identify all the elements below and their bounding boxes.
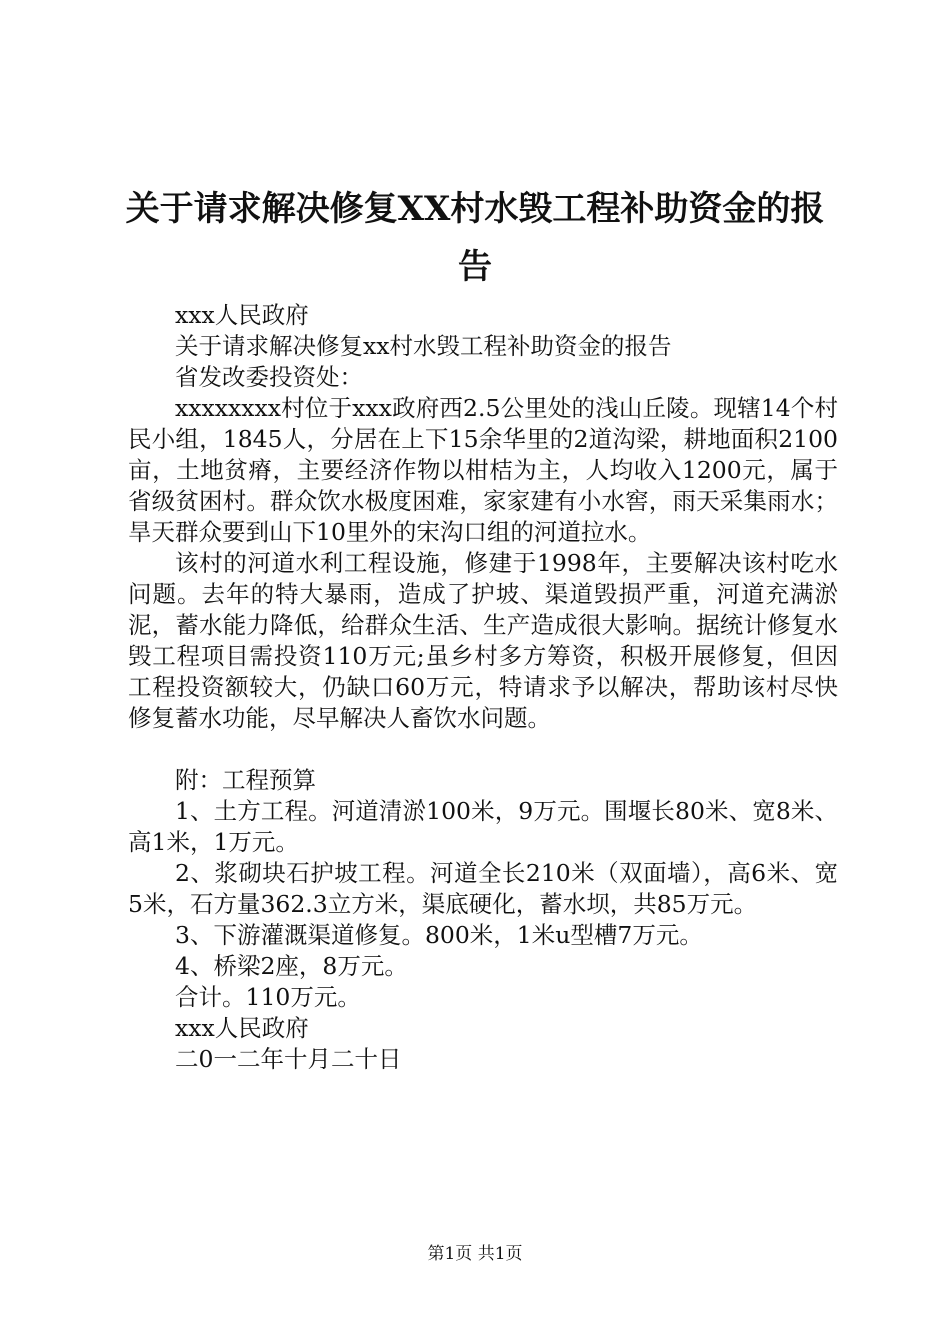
page-footer: 第1页 共1页 — [427, 1244, 523, 1264]
signature-date: 二0一二年十月二十日 — [175, 1045, 402, 1073]
document-title: 关于请求解决修复XX村水毁工程补助资金的报告 — [125, 189, 825, 287]
recipient-line: 省发改委投资处： — [175, 363, 363, 391]
document-body — [128, 300, 838, 1075]
body-paragraph: 该村的河道水利工程设施，修建于1998年，主要解决该村吃水问题。去年的特大暴雨，造成了护坡、渠道毁损严重，河道充满淤泥，蓄水能力降低，给群众生活、生产造成很大影响。据统计修复水毁工程项目需投资110万元;虽乡村多方筹资，积极开展修复，但因工程投资额较大，仍缺口60万元，特请求予以解决，帮助该村尽快修复蓄水功能，尽早解决人畜饮水问题。 — [128, 549, 838, 732]
signature-org: xxx人民政府 — [175, 1014, 309, 1042]
addressee-line: xxx人民政府 — [175, 301, 309, 329]
subject-line: 关于请求解决修复xx村水毁工程补助资金的报告 — [175, 332, 672, 360]
appendix-heading: 附：工程预算 — [175, 766, 316, 794]
budget-item: 4、桥梁2座，8万元。 — [175, 952, 408, 980]
body-paragraph: xxxxxxxx村位于xxx政府西2.5公里处的浅山丘陵。现辖14个村民小组，1845人，分居在上下15余华里的2道沟梁，耕地面积2100亩，土地贫瘠，主要经济作物以柑桔为主，人均收入1200元，属于省级贫困村。群众饮水极度困难，家家建有小水窖，雨天采集雨水；旱天群众要到山下10里外的宋沟口组的河道拉水。 — [128, 394, 838, 546]
budget-item: 2、浆砌块石护坡工程。河道全长210米（双面墙），高6米、宽5米，石方量362.3立方米，渠底硬化，蓄水坝，共85万元。 — [128, 859, 838, 918]
budget-total: 合计。110万元。 — [175, 983, 361, 1011]
budget-item: 3、下游灌溉渠道修复。800米，1米u型槽7万元。 — [175, 921, 703, 949]
paragraph-spacer — [128, 734, 838, 765]
budget-item: 1、土方工程。河道清淤100米，9万元。围堰长80米、宽8米、高1米，1万元。 — [128, 797, 838, 856]
